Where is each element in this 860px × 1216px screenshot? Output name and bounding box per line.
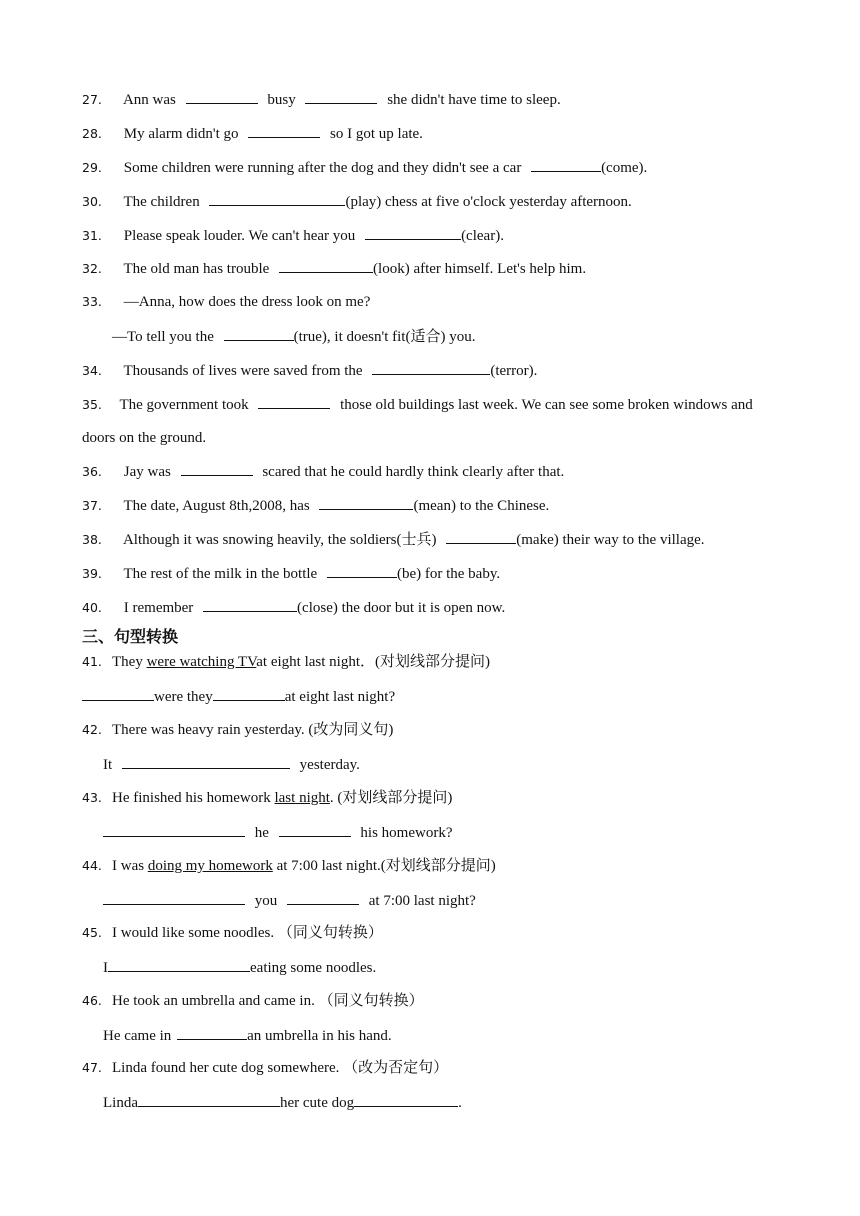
question-37: 37. The date, August 8th,2008, has (mean) to the Chinese.: [82, 495, 549, 516]
question-33-reply: —To tell you the (true), it doesn't fit(适合) you.: [112, 326, 475, 347]
question-47-answer-line: Linda her cute dog .: [103, 1092, 462, 1113]
answer-blank[interactable]: [203, 597, 297, 612]
answer-blank[interactable]: [177, 1025, 247, 1040]
question-41: 41. They were watching TVat eight last night．(对划线部分提问): [82, 654, 490, 670]
question-number: 40.: [82, 600, 102, 615]
question-45-answer-line: I eating some noodles.: [103, 957, 376, 978]
underlined-phrase: doing my homework: [147, 858, 273, 874]
underlined-phrase: last night: [274, 790, 330, 806]
question-35-continued: doors on the ground.: [82, 430, 207, 446]
question-42: 42. There was heavy rain yesterday. (改为同义句): [82, 722, 394, 738]
question-39: 39. The rest of the milk in the bottle (be) for the baby.: [82, 563, 500, 584]
answer-blank[interactable]: [248, 123, 320, 138]
answer-blank[interactable]: [365, 225, 461, 240]
question-44: 44. I was doing my homework at 7:00 last night.(对划线部分提问): [82, 858, 496, 874]
answer-blank[interactable]: [305, 89, 377, 104]
question-number: 46.: [82, 993, 102, 1008]
answer-blank[interactable]: [186, 89, 258, 104]
question-46: 46. He took an umbrella and came in. （同义句转换）: [82, 993, 424, 1009]
answer-blank[interactable]: [279, 258, 373, 273]
answer-blank[interactable]: [531, 157, 601, 172]
question-44-answer-line: you at 7:00 last night?: [103, 890, 476, 911]
question-33: 33. —Anna, how does the dress look on me?: [82, 294, 371, 310]
question-number: 28.: [82, 126, 102, 141]
question-number: 41.: [82, 654, 102, 669]
question-38: 38. Although it was snowing heavily, the soldiers(士兵) (make) their way to the village.: [82, 529, 705, 550]
answer-blank[interactable]: [181, 461, 253, 476]
answer-blank[interactable]: [103, 822, 245, 837]
question-32: 32. The old man has trouble (look) after himself. Let's help him.: [82, 258, 586, 279]
question-45: 45. I would like some noodles. （同义句转换）: [82, 925, 383, 941]
question-40: 40. I remember (close) the door but it is open now.: [82, 597, 505, 618]
question-36: 36. Jay was scared that he could hardly think clearly after that.: [82, 461, 564, 482]
answer-blank[interactable]: [354, 1092, 458, 1107]
question-number: 35.: [82, 397, 102, 412]
answer-blank[interactable]: [279, 822, 351, 837]
question-47: 47. Linda found her cute dog somewhere. （改为否定句）: [82, 1060, 449, 1076]
answer-blank[interactable]: [103, 890, 245, 905]
question-number: 29.: [82, 160, 102, 175]
question-number: 34.: [82, 363, 102, 378]
answer-blank[interactable]: [213, 686, 285, 701]
question-number: 30.: [82, 194, 102, 209]
question-number: 27.: [82, 92, 102, 107]
answer-blank[interactable]: [209, 191, 345, 206]
question-number: 45.: [82, 925, 102, 940]
answer-blank[interactable]: [319, 495, 413, 510]
question-34: 34. Thousands of lives were saved from the (terror).: [82, 360, 537, 381]
underlined-phrase: were watching TV: [146, 654, 257, 670]
answer-blank[interactable]: [108, 957, 250, 972]
answer-blank[interactable]: [82, 686, 154, 701]
answer-blank[interactable]: [122, 754, 290, 769]
question-31: 31. Please speak louder. We can't hear you (clear).: [82, 225, 504, 246]
answer-blank[interactable]: [327, 563, 397, 578]
question-number: 33.: [82, 294, 102, 309]
answer-blank[interactable]: [372, 360, 490, 375]
question-number: 44.: [82, 858, 102, 873]
section-heading: 三、句型转换: [82, 627, 179, 646]
question-43: 43. He finished his homework last night. (对划线部分提问): [82, 790, 453, 806]
answer-blank[interactable]: [138, 1092, 280, 1107]
question-number: 36.: [82, 464, 102, 479]
answer-blank[interactable]: [287, 890, 359, 905]
answer-blank[interactable]: [446, 529, 516, 544]
question-41-answer-line: were they at eight last night?: [82, 686, 395, 707]
question-number: 32.: [82, 261, 102, 276]
question-number: 42.: [82, 722, 102, 737]
question-35: 35. The government took those old buildings last week. We can see some broken windows and: [82, 394, 753, 415]
question-30: 30. The children (play) chess at five o'clock yesterday afternoon.: [82, 191, 632, 212]
question-27: 27. Ann was busy she didn't have time to sleep.: [82, 89, 561, 110]
question-28: 28. My alarm didn't go so I got up late.: [82, 123, 423, 144]
question-number: 31.: [82, 228, 102, 243]
question-number: 37.: [82, 498, 102, 513]
question-number: 43.: [82, 790, 102, 805]
question-46-answer-line: He came in an umbrella in his hand.: [103, 1025, 392, 1046]
question-number: 39.: [82, 566, 102, 581]
answer-blank[interactable]: [224, 326, 294, 341]
question-43-answer-line: he his homework?: [103, 822, 453, 843]
question-number: 38.: [82, 532, 102, 547]
question-29: 29. Some children were running after the dog and they didn't see a car (come).: [82, 157, 647, 178]
answer-blank[interactable]: [258, 394, 330, 409]
question-number: 47.: [82, 1060, 102, 1075]
question-42-answer-line: It yesterday.: [103, 754, 360, 775]
